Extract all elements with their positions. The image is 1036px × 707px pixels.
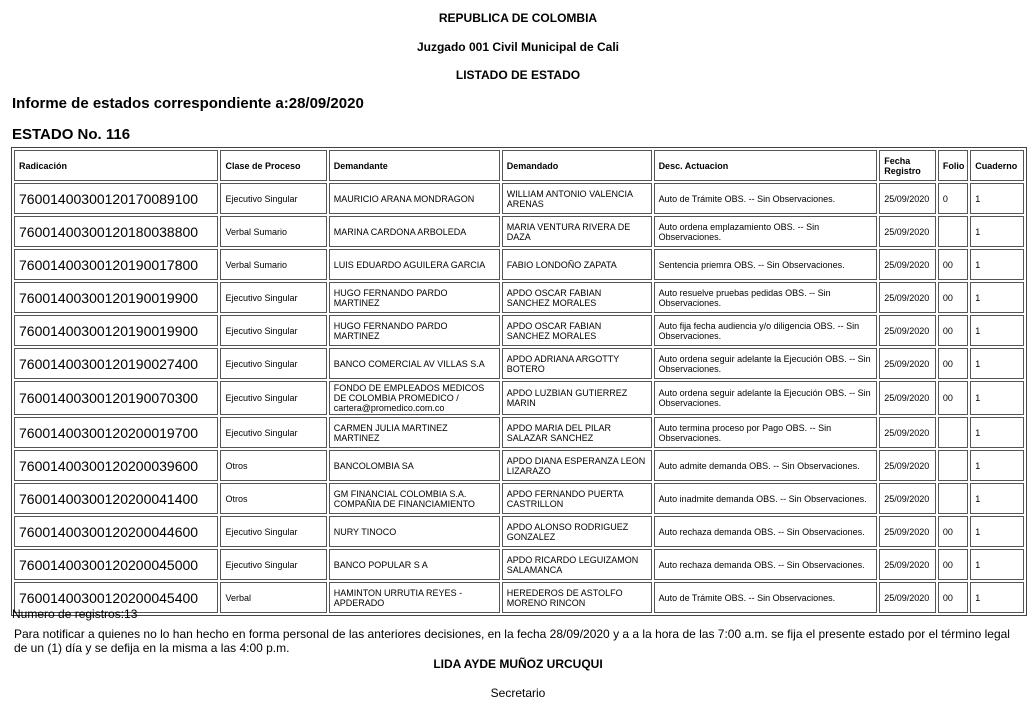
actuacion-cell: Auto rechaza demanda OBS. -- Sin Observaciones.: [654, 549, 878, 580]
clase-cell: Ejecutivo Singular: [220, 516, 326, 547]
clase-cell: Verbal: [220, 582, 326, 613]
table-row: [14, 417, 1024, 448]
signer-title: Secretario: [490, 686, 546, 700]
col-header-demandado: Demandado: [502, 150, 652, 181]
table-row: [14, 450, 1024, 481]
demandante-cell: MARINA CARDONA ARBOLEDA: [329, 216, 500, 247]
clase-cell: Ejecutivo Singular: [220, 315, 326, 346]
report-date-title: Informe de estados correspondiente a:28/09/2020: [12, 95, 364, 112]
cuaderno-cell: 1: [970, 549, 1024, 580]
demandado-cell: APDO LUZBIAN GUTIERREZ MARIN: [502, 381, 652, 415]
demandado-cell: WILLIAM ANTONIO VALENCIA ARENAS: [502, 183, 652, 214]
actuacion-cell: Auto termina proceso por Pago OBS. -- Sin Observaciones.: [654, 417, 878, 448]
actuacion-cell: Auto resuelve pruebas pedidas OBS. -- Sin Observaciones.: [654, 282, 878, 313]
col-header-radicacion: Radicación: [14, 150, 218, 181]
demandado-cell: APDO OSCAR FABIAN SANCHEZ MORALES: [502, 282, 652, 313]
clase-cell: Ejecutivo Singular: [220, 348, 326, 379]
actuacion-cell: Auto de Trámite OBS. -- Sin Observaciones.: [654, 183, 878, 214]
actuacion-cell: Auto fija fecha audiencia y/o diligencia OBS. -- Sin Observaciones.: [654, 315, 878, 346]
folio-cell: [938, 450, 968, 481]
demandante-cell: BANCO COMERCIAL AV VILLAS S.A: [329, 348, 500, 379]
actuacion-cell: Auto ordena emplazamiento OBS. -- Sin Observaciones.: [654, 216, 878, 247]
cuaderno-cell: 1: [970, 516, 1024, 547]
radicacion-cell: 76001400300120190019900: [14, 315, 218, 346]
demandado-cell: HEREDEROS DE ASTOLFO MORENO RINCON: [502, 582, 652, 613]
cuaderno-cell: 1: [970, 450, 1024, 481]
clase-cell: Verbal Sumario: [220, 249, 326, 280]
demandado-cell: APDO FERNANDO PUERTA CASTRILLON: [502, 483, 652, 514]
fecha-cell: 25/09/2020: [879, 216, 936, 247]
radicacion-cell: 76001400300120190019900: [14, 282, 218, 313]
table-row: [14, 549, 1024, 580]
table-header-row: [14, 150, 1024, 181]
estado-table: [11, 147, 1027, 616]
cuaderno-cell: 1: [970, 381, 1024, 415]
header-country: REPUBLICA DE COLOMBIA: [438, 11, 598, 25]
fecha-cell: 25/09/2020: [879, 549, 936, 580]
fecha-cell: 25/09/2020: [879, 417, 936, 448]
folio-cell: 00: [938, 582, 968, 613]
header-list-title: LISTADO DE ESTADO: [455, 68, 581, 82]
table-row: [14, 483, 1024, 514]
radicacion-cell: 76001400300120200041400: [14, 483, 218, 514]
estado-number: ESTADO No. 116: [12, 126, 131, 143]
fecha-cell: 25/09/2020: [879, 348, 936, 379]
actuacion-cell: Auto rechaza demanda OBS. -- Sin Observaciones.: [654, 516, 878, 547]
table-row: [14, 183, 1024, 214]
clase-cell: Ejecutivo Singular: [220, 282, 326, 313]
radicacion-cell: 76001400300120200019700: [14, 417, 218, 448]
actuacion-cell: Auto de Trámite OBS. -- Sin Observaciones.: [654, 582, 878, 613]
radicacion-cell: 76001400300120200039600: [14, 450, 218, 481]
demandante-cell: FONDO DE EMPLEADOS MEDICOS DE COLOMBIA PROMEDICO / cartera@promedico.com.co: [329, 381, 500, 415]
record-count: Numero de registros:13: [12, 607, 138, 621]
radicacion-cell: 76001400300120180038800: [14, 216, 218, 247]
table-row: [14, 582, 1024, 613]
cuaderno-cell: 1: [970, 183, 1024, 214]
demandante-cell: MAURICIO ARANA MONDRAGON: [329, 183, 500, 214]
folio-cell: 00: [938, 282, 968, 313]
folio-cell: 0: [938, 183, 968, 214]
table-row: [14, 249, 1024, 280]
fecha-cell: 25/09/2020: [879, 516, 936, 547]
clase-cell: Otros: [220, 450, 326, 481]
clase-cell: Otros: [220, 483, 326, 514]
demandado-cell: APDO ADRIANA ARGOTTY BOTERO: [502, 348, 652, 379]
radicacion-cell: 76001400300120190027400: [14, 348, 218, 379]
fecha-cell: 25/09/2020: [879, 282, 936, 313]
demandado-cell: APDO MARIA DEL PILAR SALAZAR SANCHEZ: [502, 417, 652, 448]
clase-cell: Ejecutivo Singular: [220, 183, 326, 214]
demandante-cell: LUIS EDUARDO AGUILERA GARCIA: [329, 249, 500, 280]
demandante-cell: HUGO FERNANDO PARDO MARTINEZ: [329, 282, 500, 313]
cuaderno-cell: 1: [970, 315, 1024, 346]
actuacion-cell: Sentencia priemra OBS. -- Sin Observaciones.: [654, 249, 878, 280]
radicacion-cell: 76001400300120200044600: [14, 516, 218, 547]
cuaderno-cell: 1: [970, 348, 1024, 379]
col-header-folio: Folio: [938, 150, 968, 181]
col-header-actuacion: Desc. Actuacion: [654, 150, 878, 181]
radicacion-cell: 76001400300120170089100: [14, 183, 218, 214]
cuaderno-cell: 1: [970, 483, 1024, 514]
cuaderno-cell: 1: [970, 249, 1024, 280]
clase-cell: Ejecutivo Singular: [220, 417, 326, 448]
demandado-cell: MARIA VENTURA RIVERA DE DAZA: [502, 216, 652, 247]
actuacion-cell: Auto admite demanda OBS. -- Sin Observaciones.: [654, 450, 878, 481]
table-row: [14, 516, 1024, 547]
cuaderno-cell: 1: [970, 282, 1024, 313]
notification-text: Para notificar a quienes no lo han hecho en forma personal de las anteriores decisiones, en la fecha 28/09/2020 y a a la hora de las 7:00 a.m. se fija el presente estado por el término legal de un (1) día y se defija en la misma a las 4:00 p.m.: [14, 627, 1010, 655]
folio-cell: [938, 417, 968, 448]
demandante-cell: CARMEN JULIA MARTINEZ MARTINEZ: [329, 417, 500, 448]
actuacion-cell: Auto ordena seguir adelante la Ejecución OBS. -- Sin Observaciones.: [654, 348, 878, 379]
fecha-cell: 25/09/2020: [879, 483, 936, 514]
cuaderno-cell: 1: [970, 216, 1024, 247]
actuacion-cell: Auto inadmite demanda OBS. -- Sin Observaciones.: [654, 483, 878, 514]
fecha-cell: 25/09/2020: [879, 315, 936, 346]
col-header-cuaderno: Cuaderno: [970, 150, 1024, 181]
demandante-cell: NURY TINOCO: [329, 516, 500, 547]
col-header-demandante: Demandante: [329, 150, 500, 181]
radicacion-cell: 76001400300120190017800: [14, 249, 218, 280]
folio-cell: [938, 216, 968, 247]
fecha-cell: 25/09/2020: [879, 582, 936, 613]
table-row: [14, 381, 1024, 415]
folio-cell: 00: [938, 549, 968, 580]
demandado-cell: APDO ALONSO RODRIGUEZ GONZALEZ: [502, 516, 652, 547]
folio-cell: 00: [938, 381, 968, 415]
demandado-cell: FABIO LONDOÑO ZAPATA: [502, 249, 652, 280]
table-row: [14, 216, 1024, 247]
radicacion-cell: 76001400300120200045000: [14, 549, 218, 580]
col-header-clase: Clase de Proceso: [220, 150, 326, 181]
cuaderno-cell: 1: [970, 417, 1024, 448]
cuaderno-cell: 1: [970, 582, 1024, 613]
fecha-cell: 25/09/2020: [879, 450, 936, 481]
demandante-cell: BANCO POPULAR S A: [329, 549, 500, 580]
radicacion-cell: 76001400300120190070300: [14, 381, 218, 415]
actuacion-cell: Auto ordena seguir adelante la Ejecución OBS. -- Sin Observaciones.: [654, 381, 878, 415]
demandante-cell: GM FINANCIAL COLOMBIA S.A. COMPAÑIA DE FINANCIAMIENTO: [329, 483, 500, 514]
radicacion-cell: 76001400300120200045400: [14, 582, 218, 613]
demandante-cell: BANCOLOMBIA SA: [329, 450, 500, 481]
folio-cell: 00: [938, 348, 968, 379]
folio-cell: [938, 483, 968, 514]
demandante-cell: HUGO FERNANDO PARDO MARTINEZ: [329, 315, 500, 346]
table-row: [14, 348, 1024, 379]
col-header-fecha: Fecha Registro: [879, 150, 936, 181]
clase-cell: Ejecutivo Singular: [220, 381, 326, 415]
signer-name: LIDA AYDE MUÑOZ URCUQUI: [433, 657, 603, 671]
clase-cell: Ejecutivo Singular: [220, 549, 326, 580]
table-row: [14, 315, 1024, 346]
demandado-cell: APDO DIANA ESPERANZA LEON LIZARAZO: [502, 450, 652, 481]
demandante-cell: HAMINTON URRUTIA REYES - APDERADO: [329, 582, 500, 613]
folio-cell: 00: [938, 315, 968, 346]
fecha-cell: 25/09/2020: [879, 381, 936, 415]
fecha-cell: 25/09/2020: [879, 249, 936, 280]
demandado-cell: APDO RICARDO LEGUIZAMON SALAMANCA: [502, 549, 652, 580]
folio-cell: 00: [938, 249, 968, 280]
clase-cell: Verbal Sumario: [220, 216, 326, 247]
folio-cell: 00: [938, 516, 968, 547]
demandado-cell: APDO OSCAR FABIAN SANCHEZ MORALES: [502, 315, 652, 346]
header-court: Juzgado 001 Civil Municipal de Cali: [416, 40, 620, 54]
fecha-cell: 25/09/2020: [879, 183, 936, 214]
table-row: [14, 282, 1024, 313]
